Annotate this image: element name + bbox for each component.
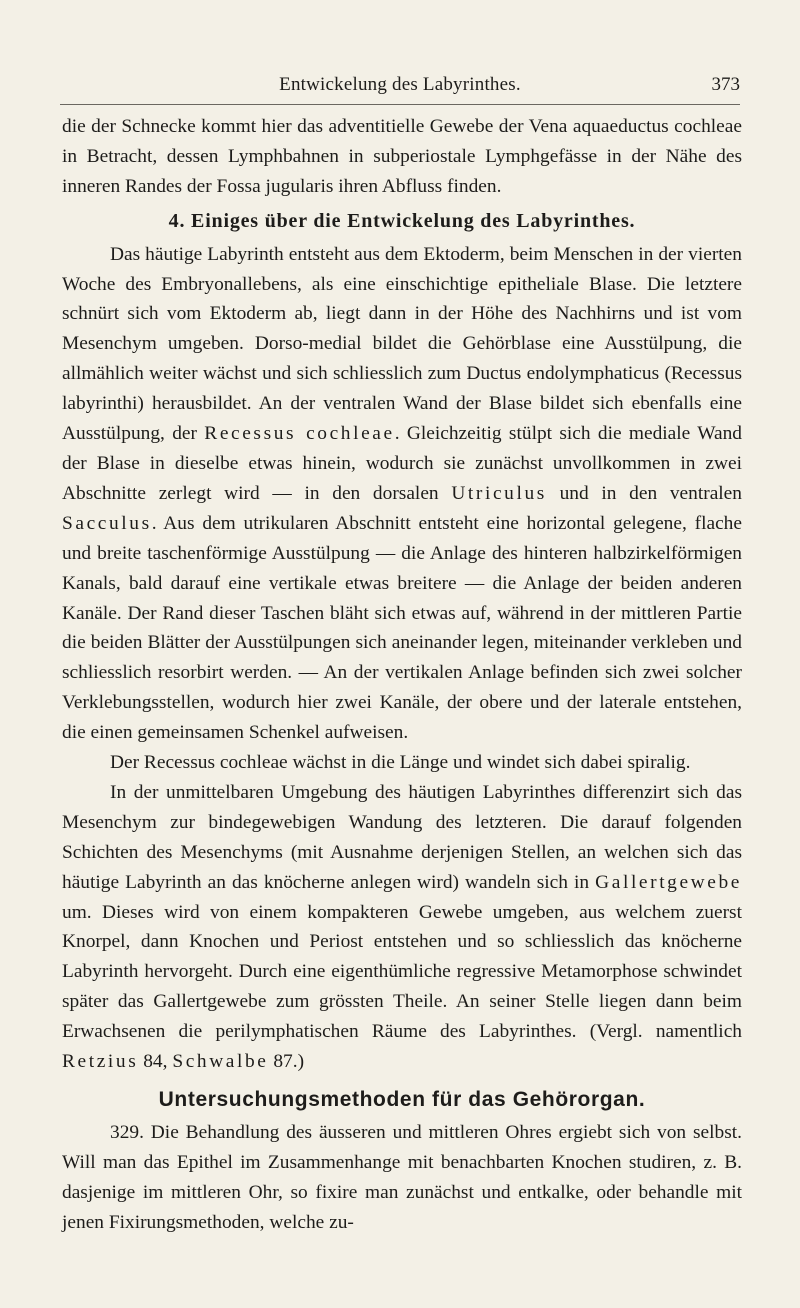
term-sacculus: Sacculus (62, 512, 152, 534)
text-span: und in den ventralen (546, 482, 742, 504)
citation-schwalbe: Schwalbe (172, 1051, 269, 1073)
paragraph-development (62, 240, 742, 748)
text-span: 84, (138, 1051, 173, 1073)
text-span: um. Dieses wird von einem kompakteren Gewebe umgeben, aus welchem zuerst Knorpel, dann Knochen und Periost entstehen und so schliesslich das knöcherne Labyrinth hervorgeht. Durch eine eigenthümliche regressive Metamorphose schwindet später das Gallertgewebe zum grössten Theile. An seiner Stelle liegen dann beim Erwachsenen die perilymphatischen Räume des Labyrinthes. (Vergl. namentlich (62, 901, 742, 1043)
citation-retzius: Retzius (62, 1051, 139, 1073)
page-header (60, 74, 740, 105)
paragraph-recessus-cochleae: Der Recessus cochleae wächst in die Länge und windet sich dabei spiralig. (110, 752, 691, 774)
text-span: Das häutige Labyrinth entsteht aus dem Ektoderm, beim Menschen in der vierten Woche des Embryonallebens, als eine einschichtige epitheliale Blase. Die letztere schnürt sich vom Ektoderm ab, liegt dann in der Höhe des Nachhirns und ist vom Mesenchym umgeben. Dorso-medial bildet die Gehörblase eine Ausstülpung, die allmählich weiter wächst und sich schliesslich zum Ductus endolymphaticus (Recessus labyrinthi) herausbildet. An der ventralen Wand der Blase bildet sich ebenfalls eine Ausstülpung, der (62, 243, 742, 445)
term-recessus-cochleae: Recessus cochleae (204, 423, 395, 445)
text-span: In der unmittelbaren Umgebung des häutigen Labyrinthes differenzirt sich das Mesenchym zur bindegewebigen Wandung des letzteren. Die darauf folgenden Schichten des Mesenchyms (mit Ausnahme derjenigen Stellen, an welchen sich das häutige Labyrinth an das knöcherne anlegen wird) wandeln sich in (62, 781, 742, 893)
section-heading-labyrinth-development: 4. Einiges über die Entwickelung des Labyrinthes. (168, 209, 636, 232)
term-utriculus: Utriculus (451, 482, 547, 504)
text-span: 87.) (268, 1051, 305, 1073)
page-number: 373 (711, 74, 740, 95)
paragraph-methods: 329. Die Behandlung des äusseren und mittleren Ohres ergiebt sich von selbst. Will man das Epithel im Zusammenhange mit benachbarten Knochen studiren, z. B. dasjenige im mittleren Ohr, so fixire man zunächst und entkalke, oder behandle mit jenen Fixirungsmethoden, welche zu- (62, 1121, 742, 1233)
body-text (62, 112, 742, 1238)
term-gallertgewebe: Gallertgewebe (595, 871, 742, 893)
section-heading-methods: Untersuchungsmethoden für das Gehörorgan. (158, 1088, 646, 1111)
running-title: Entwickelung des Labyrinthes. (279, 74, 521, 95)
text-span: . Gleichzeitig stülpt sich die mediale Wand der Blase in dieselbe etwas hinein, wodurch sie zunächst unvollkommen in zwei Abschnitte zerlegt wird — in den dorsalen (62, 423, 742, 504)
text-span: . Aus dem utrikularen Abschnitt entsteht eine horizontal gelegene, flache und breite taschenförmige Ausstülpung — die Anlage des hinteren halbzirkelförmigen Kanals, bald darauf eine vertikale etwas breitere — die Anlage der beiden anderen Kanäle. Der Rand dieser Taschen bläht sich etwas auf, während in der mittleren Partie die beiden Blätter der Ausstülpungen sich aneinander legen, miteinander verkleben und schliesslich resorbirt werden. — An der vertikalen Anlage befinden sich zwei solcher Verklebungsstellen, wodurch hier zwei Kanäle, der obere und der laterale entstehen, die einen gemeinsamen Schenkel aufweisen. (62, 512, 742, 744)
paragraph-continuation: die der Schnecke kommt hier das adventitielle Gewebe der Vena aquaeductus cochleae in Betracht, dessen Lymphbahnen in subperiostale Lymphgefässe in der Nähe des inneren Randes der Fossa jugularis ihren Abfluss finden. (62, 116, 742, 197)
paragraph-mesenchym (62, 778, 742, 1077)
